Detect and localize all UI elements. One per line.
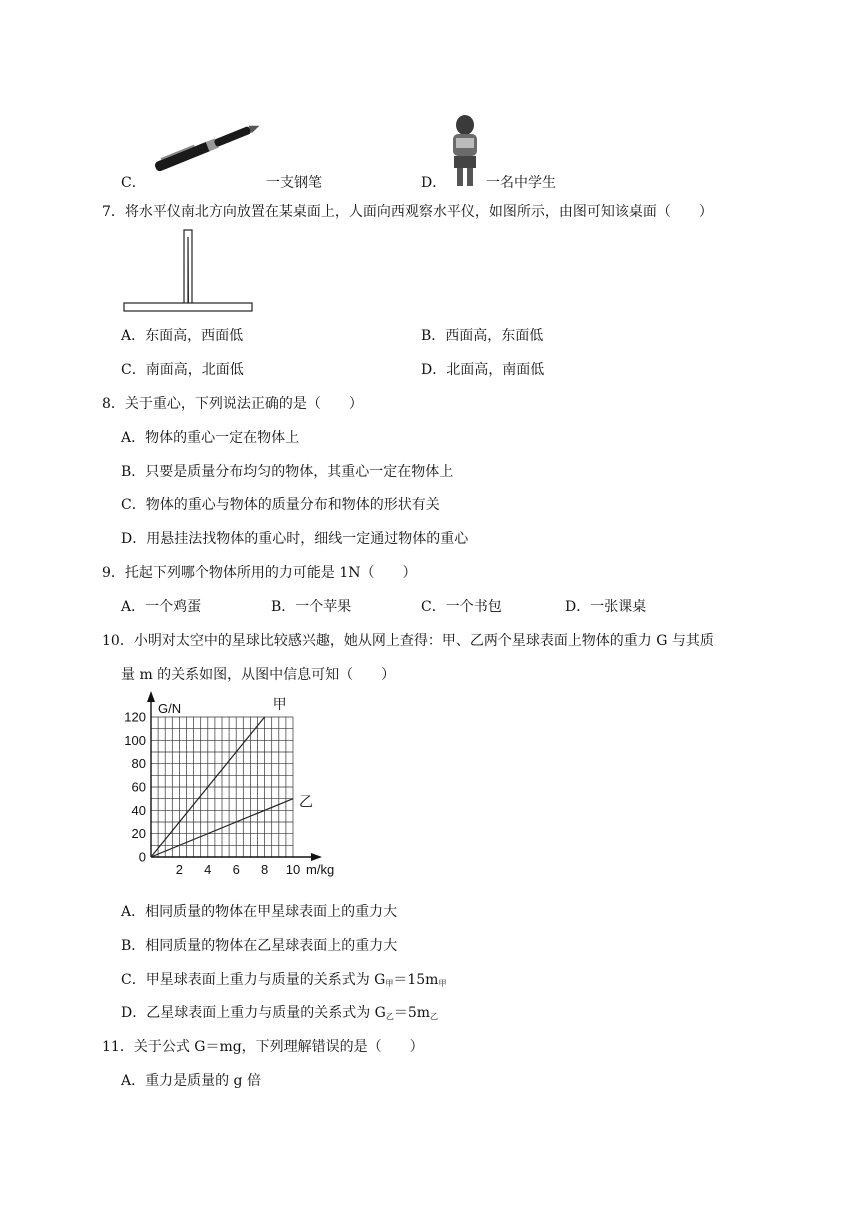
x-tick-label: 4	[204, 862, 212, 877]
q10-option-c-sub2: 甲	[438, 979, 447, 988]
q7-option-c: C．南面高，北面低	[121, 362, 244, 378]
q10-option-d-mid: ＝5m	[393, 1005, 431, 1021]
q10-option-a: A．相同质量的物体在甲星球表面上的重力大	[121, 904, 398, 920]
y-tick-label: 80	[131, 756, 146, 772]
q10-option-b: B．相同质量的物体在乙星球表面上的重力大	[121, 938, 398, 954]
q10-stem-line1: 10．小明对太空中的星球比较感兴趣，她从网上查得：甲、乙两个星球表面上物体的重力 G 与其质	[102, 633, 714, 649]
y-tick-label: 0	[138, 849, 146, 865]
q8-option-b: B．只要是质量分布均匀的物体，其重心一定在物体上	[121, 464, 454, 480]
q9-stem: 9．托起下列哪个物体所用的力可能是 1N（ ）	[102, 565, 417, 581]
y-tick-label: 120	[124, 709, 146, 725]
q11-stem: 11．关于公式 G＝mg，下列理解错误的是（ ）	[102, 1039, 424, 1055]
q10-option-c	[121, 969, 446, 989]
q9-option-a: A．一个鸡蛋	[121, 599, 202, 615]
q6-option-c-letter: C．	[121, 175, 146, 191]
q9-option-b: B．一个苹果	[271, 599, 352, 615]
x-tick-label: 10	[285, 862, 301, 877]
x-tick-label: 2	[175, 862, 184, 877]
q10-option-d-pre: D．乙星球表面上重力与质量的关系式为 G	[121, 1005, 386, 1021]
x-tick-label: 6	[232, 862, 240, 877]
student-photo-image	[444, 114, 484, 188]
q7-option-d: D．北面高，南面低	[421, 362, 545, 378]
q7-stem: 7．将水平仪南北方向放置在某桌面上，人面向西观察水平仪，如图所示，由图可知该桌面（ ）	[102, 204, 713, 220]
y-tick-label: 60	[131, 779, 146, 795]
spirit-level-diagram	[122, 229, 256, 313]
q10-option-c-sub1: 甲	[385, 979, 394, 988]
q8-option-d: D．用悬挂法找物体的重心时，细线一定通过物体的重心	[121, 531, 469, 547]
q11-option-a: A．重力是质量的 g 倍	[121, 1073, 261, 1089]
x-axis-arrow	[311, 853, 322, 861]
q8-stem: 8．关于重心，下列说法正确的是（ ）	[102, 396, 363, 412]
q6-option-d-letter: D．	[421, 175, 447, 191]
chart-axes	[147, 691, 322, 861]
y-tick-label: 100	[124, 732, 146, 748]
q8-option-c: C．物体的重心与物体的质量分布和物体的形状有关	[121, 497, 440, 513]
q7-option-a: A．东面高，西面低	[121, 328, 244, 344]
x-tick-label: 8	[260, 862, 269, 877]
q10-option-c-mid: ＝15m	[393, 972, 439, 988]
series-jia-label: 甲	[272, 696, 287, 712]
x-axis-label: m/kg	[306, 862, 335, 877]
series-yi-label: 乙	[299, 793, 313, 810]
q8-option-a: A．物体的重心一定在物体上	[121, 430, 300, 446]
fountain-pen-image	[148, 106, 266, 188]
q10-stem-line2: 量 m 的关系如图，从图中信息可知（ ）	[121, 667, 396, 683]
q9-option-c: C．一个书包	[421, 599, 502, 615]
q6-option-d-text: 一名中学生	[486, 175, 556, 191]
q9-option-d: D．一张课桌	[565, 599, 647, 615]
q7-option-b: B．西面高，东面低	[421, 328, 544, 344]
g-m-chart	[118, 688, 348, 886]
chart-grid	[151, 717, 293, 857]
y-axis-arrow	[147, 691, 155, 702]
q6-option-c-text: 一支钢笔	[266, 175, 322, 191]
y-axis-label: G/N	[158, 701, 182, 716]
q10-option-d-sub2: 乙	[430, 1012, 439, 1021]
y-tick-label: 20	[131, 826, 146, 842]
q10-option-d-sub1: 乙	[385, 1012, 394, 1021]
q10-option-c-pre: C．甲星球表面上重力与质量的关系式为 G	[121, 972, 386, 988]
q10-option-d	[121, 1002, 438, 1022]
y-tick-label: 40	[131, 802, 146, 818]
